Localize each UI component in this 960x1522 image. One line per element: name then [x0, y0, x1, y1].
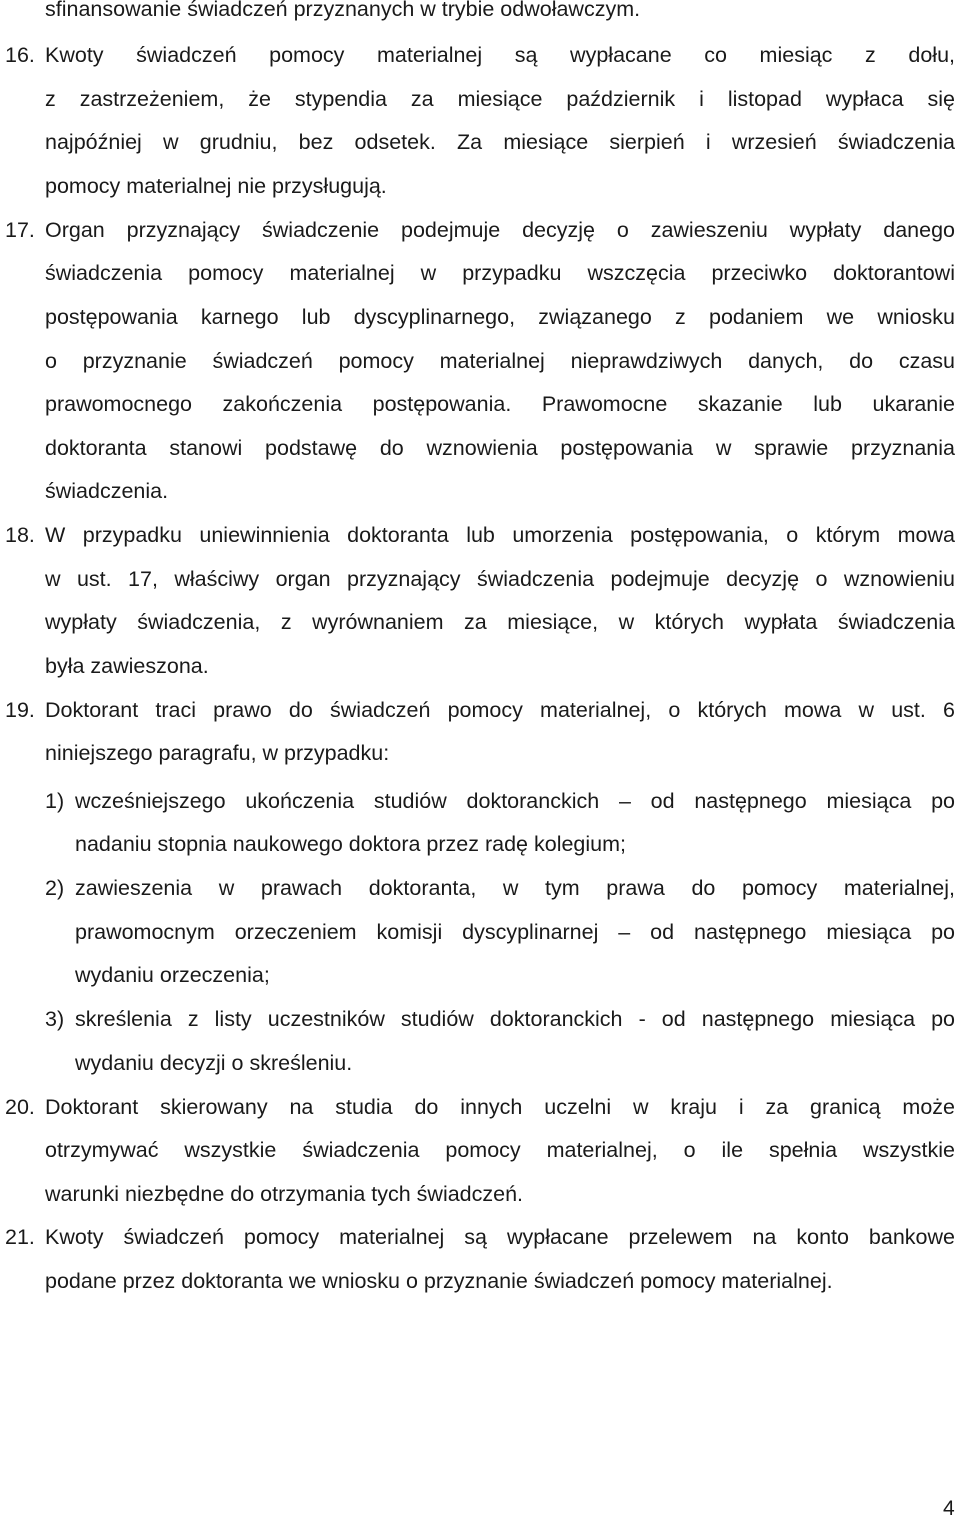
paragraph-line: Doktorant traci prawo do świadczeń pomocy materialnej, o których mowa w ust. 6: [45, 698, 955, 722]
paragraph-line: Doktorant skierowany na studia do innych uczelni w kraju i za granicą może: [45, 1095, 955, 1119]
paragraph-number: 20.: [5, 1095, 35, 1119]
paragraph-line: doktoranta stanowi podstawę do wznowienia postępowania w sprawie przyznania: [45, 436, 955, 460]
paragraph-line: Kwoty świadczeń pomocy materialnej są wypłacane co miesiąc z dołu,: [45, 43, 955, 67]
paragraph-line: prawomocnego zakończenia postępowania. Prawomocne skazanie lub ukaranie: [45, 392, 955, 416]
list-item-line: prawomocnym orzeczeniem komisji dyscyplinarnej – od następnego miesiąca po: [75, 920, 955, 944]
paragraph-line: postępowania karnego lub dyscyplinarnego, związanego z podaniem we wniosku: [45, 305, 955, 329]
list-item-label: 3): [45, 1007, 65, 1031]
paragraph-line: świadczenia.: [45, 479, 169, 503]
paragraph-line: pomocy materialnej nie przysługują.: [45, 174, 387, 198]
paragraph-line: wypłaty świadczenia, z wyrównaniem za miesiące, w których wypłata świadczenia: [45, 610, 955, 634]
paragraph-line: w ust. 17, właściwy organ przyznający świadczenia podejmuje decyzję o wznowieniu: [45, 567, 955, 591]
list-item-label: 1): [45, 789, 65, 813]
paragraph-line: świadczenia pomocy materialnej w przypadku wszczęcia przeciwko doktorantowi: [45, 261, 955, 285]
list-item-line: wydaniu orzeczenia;: [75, 963, 270, 987]
paragraph-number: 17.: [5, 218, 35, 242]
list-item-label: 2): [45, 876, 65, 900]
paragraph-line: sfinansowanie świadczeń przyznanych w trybie odwoławczym.: [45, 0, 641, 21]
paragraph-line: Kwoty świadczeń pomocy materialnej są wypłacane przelewem na konto bankowe: [45, 1225, 955, 1249]
paragraph-number: 19.: [5, 698, 35, 722]
list-item-line: wydaniu decyzji o skreśleniu.: [75, 1051, 353, 1075]
paragraph-line: z zastrzeżeniem, że stypendia za miesiące październik i listopad wypłaca się: [45, 87, 955, 111]
paragraph-number: 21.: [5, 1225, 35, 1249]
list-item-line: wcześniejszego ukończenia studiów doktoranckich – od następnego miesiąca po: [75, 789, 955, 813]
paragraph-line: była zawieszona.: [45, 654, 209, 678]
paragraph-line: otrzymywać wszystkie świadczenia pomocy materialnej, o ile spełnia wszystkie: [45, 1138, 955, 1162]
page-number: 4: [943, 1497, 955, 1520]
paragraph-number: 18.: [5, 523, 35, 547]
paragraph-line: podane przez doktoranta we wniosku o przyznanie świadczeń pomocy materialnej.: [45, 1269, 833, 1293]
list-item-line: skreślenia z listy uczestników studiów doktoranckich - od następnego miesiąca po: [75, 1007, 955, 1031]
paragraph-line: W przypadku uniewinnienia doktoranta lub umorzenia postępowania, o którym mowa: [45, 523, 955, 547]
paragraph-line: o przyznanie świadczeń pomocy materialnej nieprawdziwych danych, do czasu: [45, 349, 955, 373]
list-item-line: zawieszenia w prawach doktoranta, w tym prawa do pomocy materialnej,: [75, 876, 955, 900]
list-item-line: nadaniu stopnia naukowego doktora przez radę kolegium;: [75, 832, 627, 856]
paragraph-number: 16.: [5, 43, 35, 67]
paragraph-line: Organ przyznający świadczenie podejmuje decyzję o zawieszeniu wypłaty danego: [45, 218, 955, 242]
paragraph-line: warunki niezbędne do otrzymania tych świadczeń.: [45, 1182, 524, 1206]
paragraph-line: najpóźniej w grudniu, bez odsetek. Za miesiące sierpień i wrzesień świadczenia: [45, 130, 955, 154]
paragraph-line: niniejszego paragrafu, w przypadku:: [45, 741, 390, 765]
